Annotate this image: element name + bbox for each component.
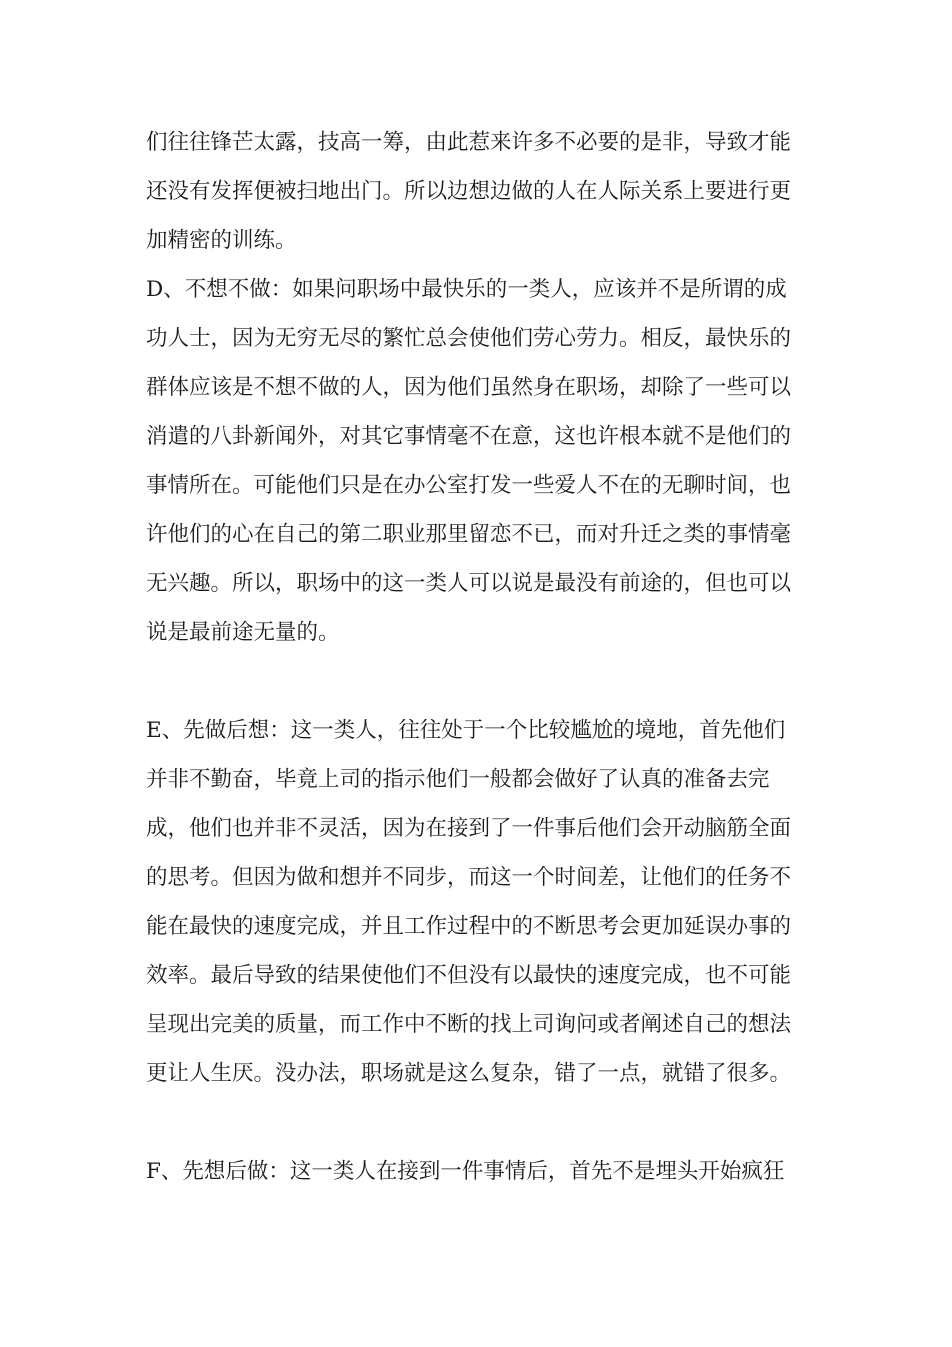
paragraph-c-continuation xyxy=(146,118,814,265)
text-line: 加精密的训练。 xyxy=(146,228,297,253)
paragraph-e xyxy=(146,706,814,1098)
text-line: 消遣的八卦新闻外，对其它事情毫不在意，这也许根本就不是他们的 xyxy=(146,424,792,449)
paragraph-f xyxy=(146,1147,814,1196)
text-line: E、先做后想：这一类人，往往处于一个比较尴尬的境地，首先他们 xyxy=(146,718,786,743)
text-line: 功人士，因为无穷无尽的繁忙总会使他们劳心劳力。相反，最快乐的 xyxy=(146,326,792,351)
text-line: F、先想后做：这一类人在接到一件事情后，首先不是埋头开始疯狂 xyxy=(146,1159,785,1184)
text-line: 效率。最后导致的结果使他们不但没有以最快的速度完成，也不可能 xyxy=(146,963,792,988)
text-line: 们往往锋芒太露，技高一筹，由此惹来许多不必要的是非，导致才能 xyxy=(146,130,792,155)
paragraph-spacer xyxy=(146,657,814,706)
text-line: 还没有发挥便被扫地出门。所以边想边做的人在人际关系上要进行更 xyxy=(146,179,792,204)
text-line: 说是最前途无量的。 xyxy=(146,620,340,645)
text-line: 无兴趣。所以，职场中的这一类人可以说是最没有前途的，但也可以 xyxy=(146,571,792,596)
text-line: 事情所在。可能他们只是在办公室打发一些爱人不在的无聊时间，也 xyxy=(146,473,792,498)
text-line: 更让人生厌。没办法，职场就是这么复杂，错了一点，就错了很多。 xyxy=(146,1061,792,1086)
text-line: 能在最快的速度完成，并且工作过程中的不断思考会更加延误办事的 xyxy=(146,914,792,939)
paragraph-spacer xyxy=(146,1098,814,1147)
text-line: 群体应该是不想不做的人，因为他们虽然身在职场，却除了一些可以 xyxy=(146,375,792,400)
paragraph-d xyxy=(146,265,814,657)
text-line: 的思考。但因为做和想并不同步，而这一个时间差，让他们的任务不 xyxy=(146,865,792,890)
text-line: 呈现出完美的质量，而工作中不断的找上司询问或者阐述自己的想法 xyxy=(146,1012,792,1037)
text-line: D、不想不做：如果问职场中最快乐的一类人，应该并不是所谓的成 xyxy=(146,277,787,302)
text-line: 许他们的心在自己的第二职业那里留恋不已，而对升迁之类的事情毫 xyxy=(146,522,792,547)
text-line: 并非不勤奋，毕竟上司的指示他们一般都会做好了认真的准备去完 xyxy=(146,767,770,792)
document-page xyxy=(146,118,814,1196)
text-line: 成，他们也并非不灵活，因为在接到了一件事后他们会开动脑筋全面 xyxy=(146,816,792,841)
